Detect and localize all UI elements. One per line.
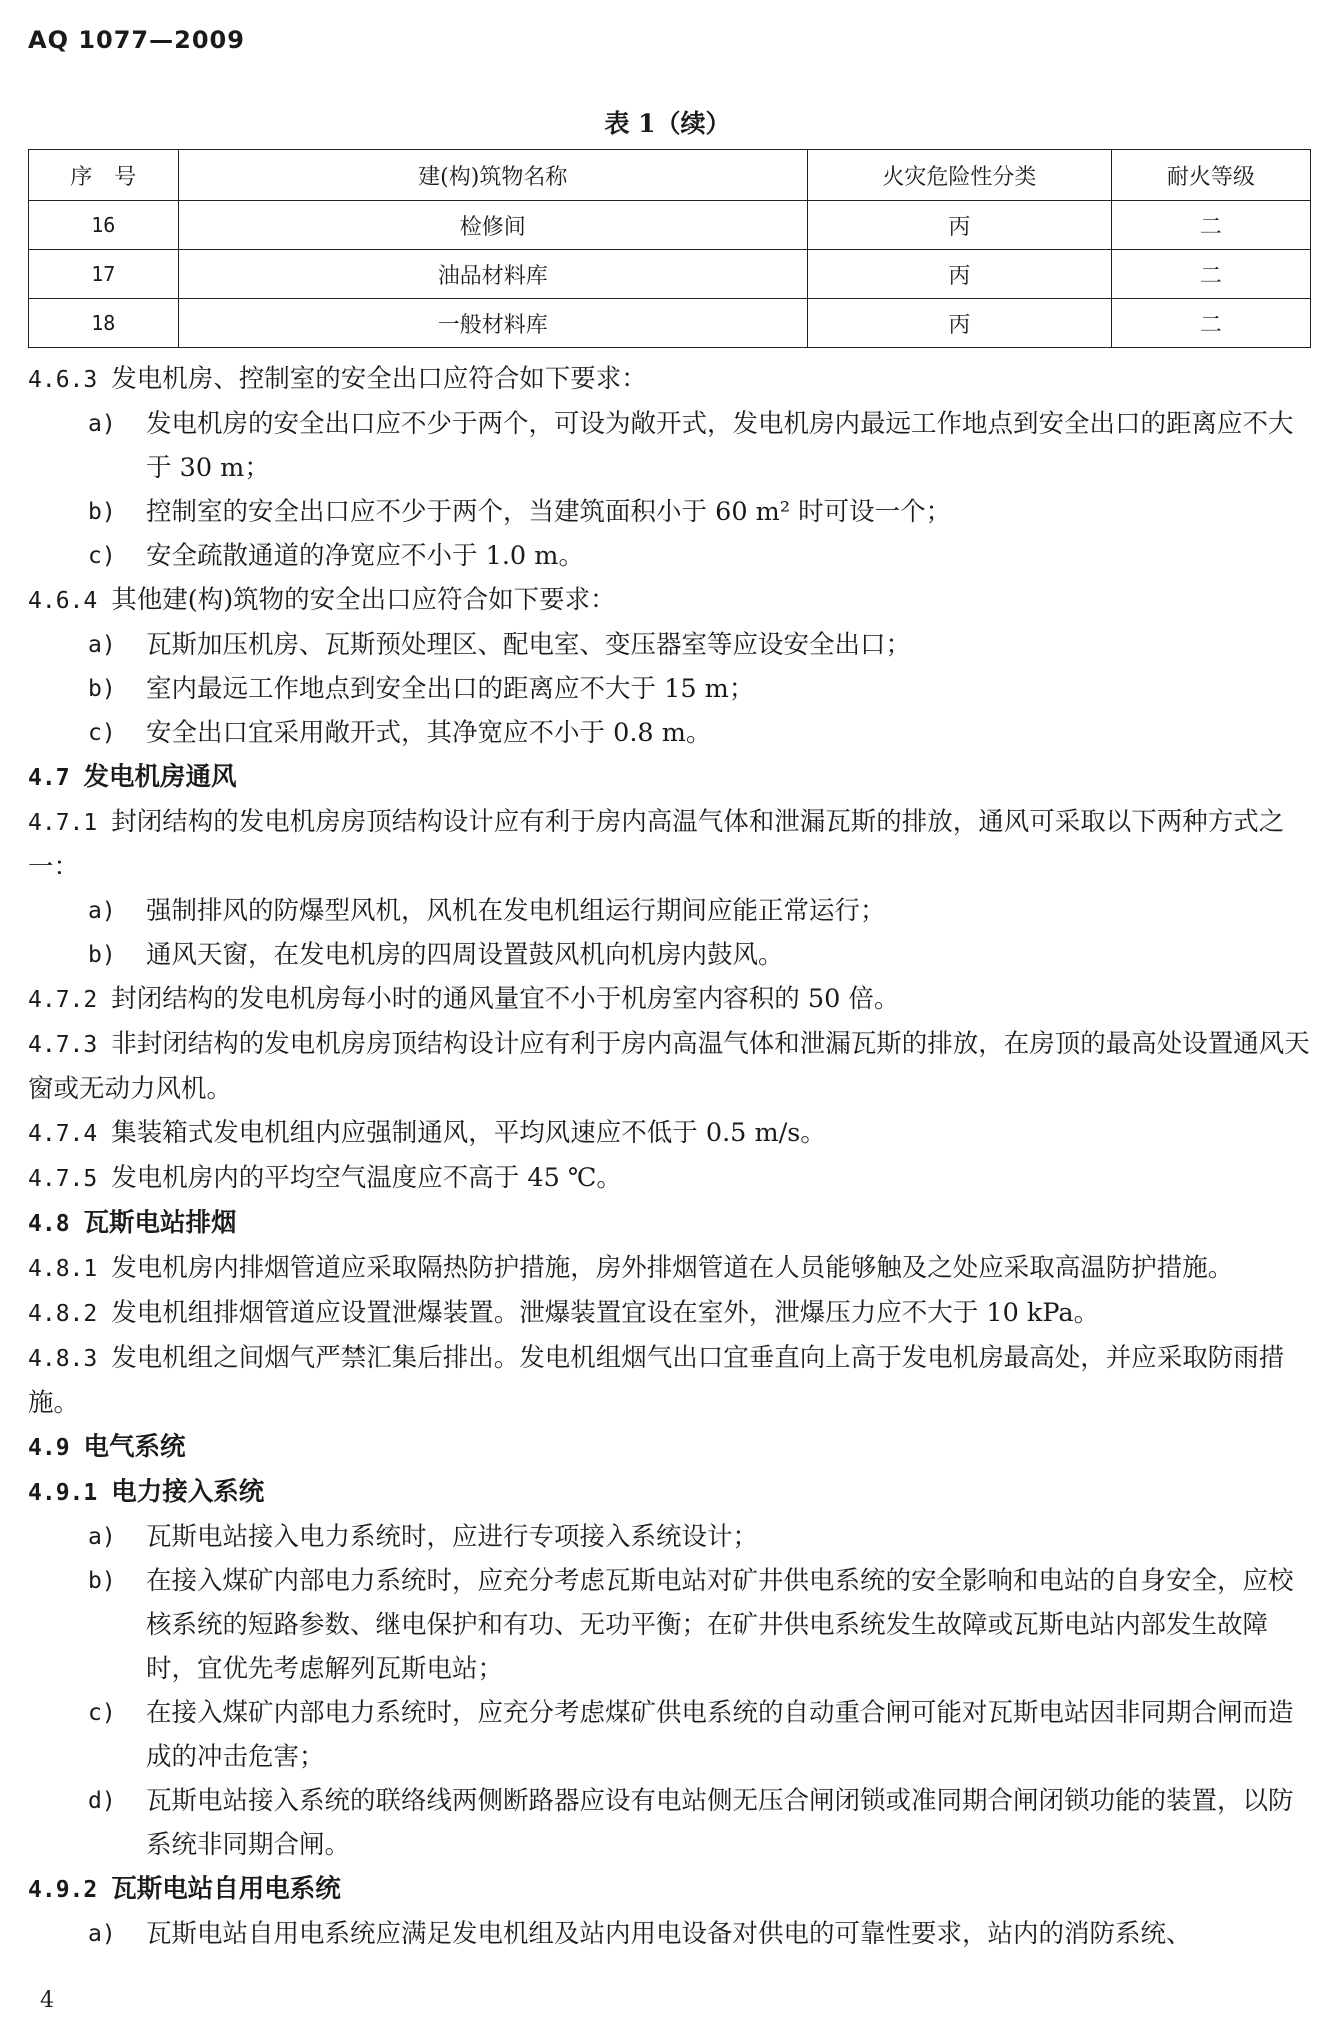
section-heading-4-9 — [28, 1425, 1311, 1470]
list-text: 发电机房的安全出口应不少于两个，可设为敞开式，发电机房内最远工作地点到安全出口的距离应不大于 30 m； — [146, 409, 1294, 483]
section-title: 电气系统 — [83, 1432, 186, 1462]
table-cell: 油品材料库 — [178, 250, 807, 299]
table-cell: 二 — [1111, 201, 1310, 250]
list-text: 室内最远工作地点到安全出口的距离应不大于 15 m； — [146, 674, 755, 704]
list-marker: a) — [88, 1921, 116, 1947]
table-cell: 16 — [29, 201, 179, 250]
list-text: 在接入煤矿内部电力系统时，应充分考虑煤矿供电系统的自动重合闸可能对瓦斯电站因非同期合闸而造成的冲击危害； — [146, 1698, 1294, 1772]
standard-code: AQ 1077—2009 — [28, 26, 245, 54]
clause-4-7-1 — [28, 800, 1311, 889]
table-cell: 17 — [29, 250, 179, 299]
table-cell: 丙 — [807, 299, 1111, 348]
list-marker: d) — [88, 1788, 116, 1814]
list-marker: a) — [88, 1524, 116, 1550]
section-title: 瓦斯电站排烟 — [83, 1208, 237, 1238]
clause-4-7-5 — [28, 1156, 1311, 1201]
clause-number: 4.7.5 — [28, 1166, 98, 1192]
table-cell: 丙 — [807, 250, 1111, 299]
list-marker: b) — [88, 676, 116, 702]
column-header: 火灾危险性分类 — [807, 150, 1111, 201]
clause-text: 其他建(构)筑物的安全出口应符合如下要求： — [111, 585, 616, 615]
list-text: 强制排风的防爆型风机，风机在发电机组运行期间应能正常运行； — [146, 896, 886, 926]
clause-number: 4.7.1 — [28, 810, 98, 836]
clause-4-6-3 — [28, 357, 1311, 402]
clause-number: 4.8.1 — [28, 1256, 98, 1282]
list-text: 瓦斯电站接入电力系统时，应进行专项接入系统设计； — [146, 1522, 759, 1552]
clause-4-7-2 — [28, 977, 1311, 1022]
clause-4-8-3 — [28, 1336, 1311, 1425]
list-item — [28, 1912, 1311, 1956]
table-caption: 表 1（续） — [604, 109, 731, 138]
subsection-heading-4-9-1 — [28, 1470, 1311, 1515]
clause-text: 封闭结构的发电机房房顶结构设计应有利于房内高温气体和泄漏瓦斯的排放，通风可采取以下两种方式之一： — [28, 807, 1285, 882]
column-header: 耐火等级 — [1111, 150, 1310, 201]
section-number: 4.9 — [28, 1435, 70, 1461]
clause-text: 发电机房内的平均空气温度应不高于 45 ℃。 — [111, 1163, 622, 1193]
clause-text: 集装箱式发电机组内应强制通风，平均风速应不低于 0.5 m/s。 — [111, 1118, 826, 1148]
table-cell: 一般材料库 — [178, 299, 807, 348]
clause-text: 发电机组之间烟气严禁汇集后排出。发电机组烟气出口宜垂直向上高于发电机房最高处，并应采取防雨措施。 — [28, 1343, 1285, 1418]
list-marker: b) — [88, 1568, 116, 1594]
list-text: 在接入煤矿内部电力系统时，应充分考虑瓦斯电站对矿井供电系统的安全影响和电站的自身安全，应校核系统的短路参数、继电保护和有功、无功平衡；在矿井供电系统发生故障或瓦斯电站内部发生故障时，宜优先考虑解列瓦斯电站； — [146, 1566, 1294, 1684]
clause-text: 发电机组排烟管道应设置泄爆装置。泄爆装置宜设在室外，泄爆压力应不大于 10 kPa。 — [111, 1298, 1100, 1328]
table-row — [29, 299, 1311, 348]
list-item — [28, 711, 1311, 755]
clause-number: 4.7.2 — [28, 987, 98, 1013]
table-cell: 丙 — [807, 201, 1111, 250]
table-row — [29, 250, 1311, 299]
clause-text: 封闭结构的发电机房每小时的通风量宜不小于机房室内容积的 50 倍。 — [111, 984, 900, 1014]
list-text: 瓦斯加压机房、瓦斯预处理区、配电室、变压器室等应设安全出口； — [146, 630, 912, 660]
clause-text: 发电机房、控制室的安全出口应符合如下要求： — [111, 364, 647, 394]
clause-number: 4.8.2 — [28, 1301, 98, 1327]
subsection-number: 4.9.1 — [28, 1480, 98, 1506]
list-marker: a) — [88, 411, 116, 437]
clause-text: 发电机房内排烟管道应采取隔热防护措施，房外排烟管道在人员能够触及之处应采取高温防护措施。 — [111, 1253, 1234, 1283]
clause-4-7-4 — [28, 1111, 1311, 1156]
list-text: 瓦斯电站自用电系统应满足发电机组及站内用电设备对供电的可靠性要求，站内的消防系统、 — [146, 1919, 1192, 1949]
column-header: 建(构)筑物名称 — [178, 150, 807, 201]
document-body — [28, 357, 1311, 1956]
clause-number: 4.7.4 — [28, 1121, 98, 1147]
clause-4-8-2 — [28, 1291, 1311, 1336]
clause-number: 4.6.3 — [28, 367, 98, 393]
list-item — [28, 1515, 1311, 1559]
section-heading-4-8 — [28, 1201, 1311, 1246]
list-item — [28, 1779, 1311, 1867]
table-cell: 二 — [1111, 299, 1310, 348]
list-text: 通风天窗，在发电机房的四周设置鼓风机向机房内鼓风。 — [146, 940, 784, 970]
list-marker: c) — [88, 1700, 116, 1726]
list-marker: c) — [88, 543, 116, 569]
list-item — [28, 667, 1311, 711]
list-text: 瓦斯电站接入系统的联络线两侧断路器应设有电站侧无压合闸闭锁或准同期合闸闭锁功能的装置，以防系统非同期合闸。 — [146, 1786, 1294, 1860]
subsection-title: 瓦斯电站自用电系统 — [111, 1874, 341, 1904]
section-number: 4.7 — [28, 765, 70, 791]
subsection-heading-4-9-2 — [28, 1867, 1311, 1912]
table-header-row — [29, 150, 1311, 201]
subsection-title: 电力接入系统 — [111, 1477, 265, 1507]
list-item — [28, 490, 1311, 534]
list-text: 安全疏散通道的净宽应不小于 1.0 m。 — [146, 541, 584, 571]
clause-4-6-4 — [28, 578, 1311, 623]
list-text: 控制室的安全出口应不少于两个，当建筑面积小于 60 m² 时可设一个； — [146, 497, 952, 527]
clause-4-8-1 — [28, 1246, 1311, 1291]
clause-number: 4.6.4 — [28, 588, 98, 614]
table-cell: 二 — [1111, 250, 1310, 299]
clause-text: 非封闭结构的发电机房房顶结构设计应有利于房内高温气体和泄漏瓦斯的排放，在房顶的最高处设置通风天窗或无动力风机。 — [28, 1029, 1310, 1104]
section-heading-4-7 — [28, 755, 1311, 800]
column-header: 序 号 — [29, 150, 179, 201]
list-marker: a) — [88, 898, 116, 924]
list-item — [28, 402, 1311, 490]
list-item — [28, 889, 1311, 933]
list-item — [28, 1559, 1311, 1691]
table-cell: 18 — [29, 299, 179, 348]
list-item — [28, 534, 1311, 578]
clause-number: 4.8.3 — [28, 1346, 98, 1372]
subsection-number: 4.9.2 — [28, 1877, 98, 1903]
list-item — [28, 1691, 1311, 1779]
section-title: 发电机房通风 — [83, 762, 237, 792]
table-row — [29, 201, 1311, 250]
table-cell: 检修间 — [178, 201, 807, 250]
section-number: 4.8 — [28, 1211, 70, 1237]
fire-classification-table — [28, 149, 1311, 348]
list-text: 安全出口宜采用敞开式，其净宽应不小于 0.8 m。 — [146, 718, 712, 748]
list-item — [28, 933, 1311, 977]
list-marker: b) — [88, 942, 116, 968]
list-marker: a) — [88, 632, 116, 658]
list-marker: c) — [88, 720, 116, 746]
list-marker: b) — [88, 499, 116, 525]
page-number: 4 — [40, 1988, 54, 2013]
list-item — [28, 623, 1311, 667]
clause-4-7-3 — [28, 1022, 1311, 1111]
clause-number: 4.7.3 — [28, 1032, 98, 1058]
